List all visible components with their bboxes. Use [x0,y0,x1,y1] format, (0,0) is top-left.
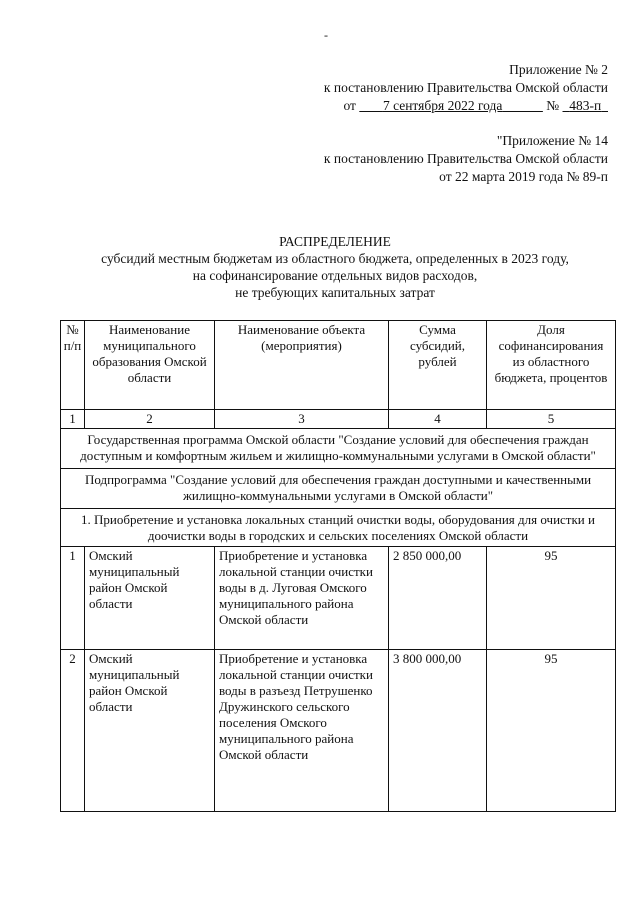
title-line-4: не требующих капитальных затрат [235,285,435,300]
title-line-3: на софинансирование отдельных видов расходов, [192,268,478,283]
row-number: 1 [61,547,85,650]
page-mark: - [324,28,328,42]
column-number: 1 [61,410,85,429]
title-line-2: субсидий местным бюджетам из областного бюджета, определенных в 2023 году, [101,251,569,266]
table-header-row [61,321,616,410]
appendix-decree: к постановлению Правительства Омской области [323,80,608,95]
row-sum: 2 850 000,00 [389,547,487,650]
original-appendix-date: от 22 марта 2019 года № 89-п [439,169,608,184]
document-title [40,233,630,301]
distribution-table [60,320,616,812]
row-object: Приобретение и установка локальной станции очистки воды в разъезд Петрушенко Дружинского сельского поселения Омского муниципального района Омской области [215,650,389,812]
table-row [61,547,616,650]
header-sum: Сумма субсидий, рублей [389,321,487,410]
column-number: 4 [389,410,487,429]
column-number-row [61,410,616,429]
row-share: 95 [487,650,616,812]
activity-title: 1. Приобретение и установка локальных станций очистки воды, оборудования для очистки и доочистки воды в городских и сельских поселениях Омской области [61,509,616,547]
decree-number: 483-п [569,98,602,113]
appendix-header [324,61,608,115]
from-label: от [343,98,356,113]
row-municipality: Омский муниципальный район Омской области [85,650,215,812]
original-appendix-number: "Приложение № 14 [496,133,608,148]
row-number: 2 [61,650,85,812]
header-share: Доля софинансирования из областного бюджета, процентов [487,321,616,410]
table-row [61,650,616,812]
title-heading: РАСПРЕДЕЛЕНИЕ [279,234,391,249]
row-object: Приобретение и установка локальной станции очистки воды в д. Луговая Омского муниципального района Омской области [215,547,389,650]
decree-date: 7 сентября 2022 года [382,98,503,113]
original-appendix-decree: к постановлению Правительства Омской области [323,151,608,166]
header-municipality: Наименование муниципального образования Омской области [85,321,215,410]
column-number: 3 [215,410,389,429]
column-number: 5 [487,410,616,429]
appendix-number: Приложение № 2 [509,62,608,77]
header-object: Наименование объекта (мероприятия) [215,321,389,410]
row-municipality: Омский муниципальный район Омской области [85,547,215,650]
program-row [61,429,616,469]
row-sum: 3 800 000,00 [389,650,487,812]
activity-row [61,509,616,547]
number-label: № [546,98,560,113]
subprogram-title: Подпрограмма "Создание условий для обеспечения граждан доступными и качественными жилищно-коммунальными услугами в Омской области" [61,469,616,509]
subprogram-row [61,469,616,509]
appendix-date-line [324,97,608,115]
original-appendix-header [324,132,608,186]
program-title: Государственная программа Омской области "Создание условий для обеспечения граждан доступным и комфортным жильем и жилищно-коммунальными услугами в Омской области" [61,429,616,469]
header-number: № п/п [61,321,85,410]
row-share: 95 [487,547,616,650]
column-number: 2 [85,410,215,429]
